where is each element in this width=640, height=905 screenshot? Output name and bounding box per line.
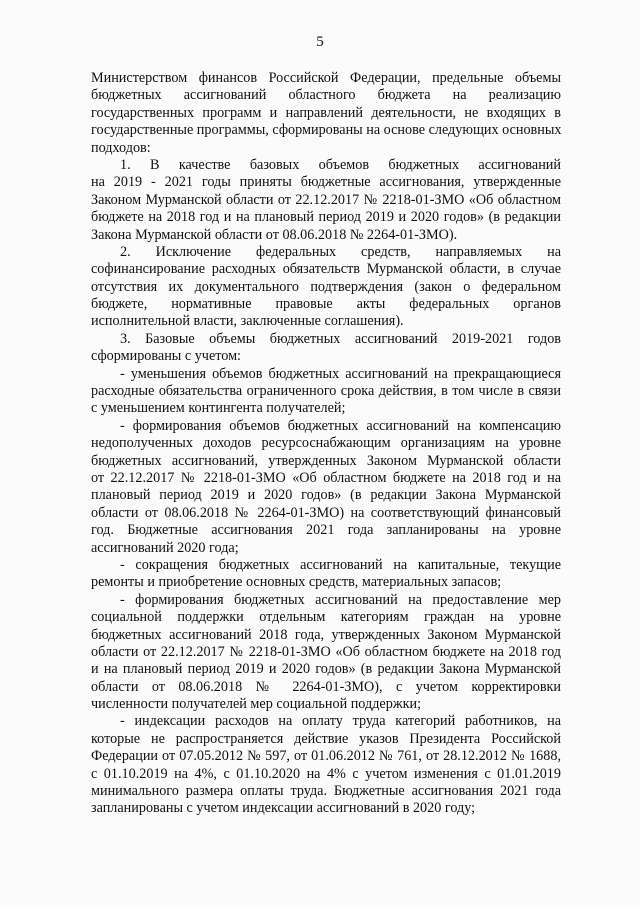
- text-line: плановый период 2019 и 2020 годов» (в редакции Закона Мурманской: [91, 487, 561, 504]
- text-line: 2. Исключение федеральных средств, направляемых на: [120, 243, 561, 260]
- text-line: расходные обязательства ограниченного срока действия, в том числе в связи: [91, 383, 561, 400]
- text-line: софинансирование расходных обязательств Мурманской области, в случае: [91, 261, 561, 278]
- text-line: области от 08.06.2018 № 2264-01-ЗМО), с учетом корректировки: [91, 678, 561, 695]
- text-line: на 2019 - 2021 годы приняты бюджетные ассигнования, утвержденные: [91, 174, 561, 191]
- text-line: Законом Мурманской области от 22.12.2017 № 2218-01-ЗМО «Об областном: [91, 191, 561, 208]
- text-line: - уменьшения объемов бюджетных ассигнований на прекращающиеся: [120, 365, 561, 382]
- text-line: - индексации расходов на оплату труда категорий работников, на: [120, 713, 561, 730]
- document-body: [91, 70, 561, 818]
- text-line: - сокращения бюджетных ассигнований на капитальные, текущие: [120, 556, 561, 573]
- text-line: - формирования бюджетных ассигнований на предоставление мер: [120, 591, 561, 608]
- text-line: государственные программы, сформированы на основе следующих основных: [91, 122, 562, 139]
- text-line: год. Бюджетные ассигнования 2021 года запланированы на уровне: [91, 522, 561, 539]
- text-line: с уменьшением контингента получателей;: [91, 400, 346, 417]
- text-line: которые не распространяется действие указов Президента Российской: [91, 730, 561, 747]
- text-line: Министерством финансов Российской Федерации, предельные объемы: [91, 70, 561, 86]
- text-line: численности получателей мер социальной поддержки;: [91, 696, 422, 713]
- text-line: минимального размера оплаты труда. Бюджетные ассигнования 2021 года: [91, 783, 561, 800]
- text-line: с 01.10.2019 на 4%, с 01.10.2020 на 4% с учетом изменения с 01.01.2019: [91, 765, 561, 782]
- text-line: отсутствия их документального подтверждения (закон о федеральном: [91, 278, 561, 295]
- text-line: исполнительной власти, заключенные соглашения).: [91, 313, 404, 330]
- text-line: недополученных доходов ресурсоснабжающим организациям на уровне: [91, 435, 561, 452]
- text-line: Федерации от 07.05.2012 № 597, от 01.06.2012 № 761, от 28.12.2012 № 1688,: [91, 748, 561, 765]
- text-line: области от 08.06.2018 № 2264-01-ЗМО) на соответствующий финансовый: [91, 504, 561, 521]
- text-line: бюджетных ассигнований областного бюджета на реализацию: [91, 87, 561, 104]
- text-line: бюджетных ассигнований 2018 года, утвержденных Законом Мурманской: [91, 626, 561, 643]
- text-line: бюджете, нормативные правовые акты федеральных органов: [91, 296, 561, 313]
- text-line: бюджете на 2018 год и на плановый период 2019 и 2020 годов» (в редакции: [91, 209, 561, 226]
- text-line: социальной поддержки отдельным категориям граждан на уровне: [91, 609, 561, 626]
- text-line: государственных программ и направлений деятельности, не входящих в: [91, 104, 561, 121]
- text-line: сформированы с учетом:: [91, 348, 242, 365]
- text-line: 1. В качестве базовых объемов бюджетных ассигнований: [120, 156, 561, 173]
- text-line: ассигнований 2020 года;: [91, 539, 239, 556]
- text-line: бюджетных ассигнований, утвержденных Законом Мурманской области: [91, 452, 561, 469]
- text-line: ремонты и приобретение основных средств, материальных запасов;: [91, 574, 502, 591]
- text-line: - формирования объемов бюджетных ассигнований на компенсацию: [120, 417, 561, 434]
- text-line: Закона Мурманской области от 08.06.2018 № 2264-01-ЗМО).: [91, 226, 458, 243]
- page-number: 5: [316, 34, 324, 50]
- text-line: 3. Базовые объемы бюджетных ассигнований 2019-2021 годов: [120, 330, 561, 347]
- text-line: от 22.12.2017 № 2218-01-ЗМО «Об областном бюджете на 2018 год и на: [91, 469, 561, 486]
- text-line: и на плановый период 2019 и 2020 годов» (в редакции Закона Мурманской: [91, 661, 561, 678]
- text-line: подходов:: [91, 139, 151, 156]
- text-line: области от 22.12.2017 № 2218-01-ЗМО «Об областном бюджете на 2018 год: [91, 643, 561, 660]
- text-line: запланированы с учетом индексации ассигнований в 2020 году;: [91, 800, 476, 817]
